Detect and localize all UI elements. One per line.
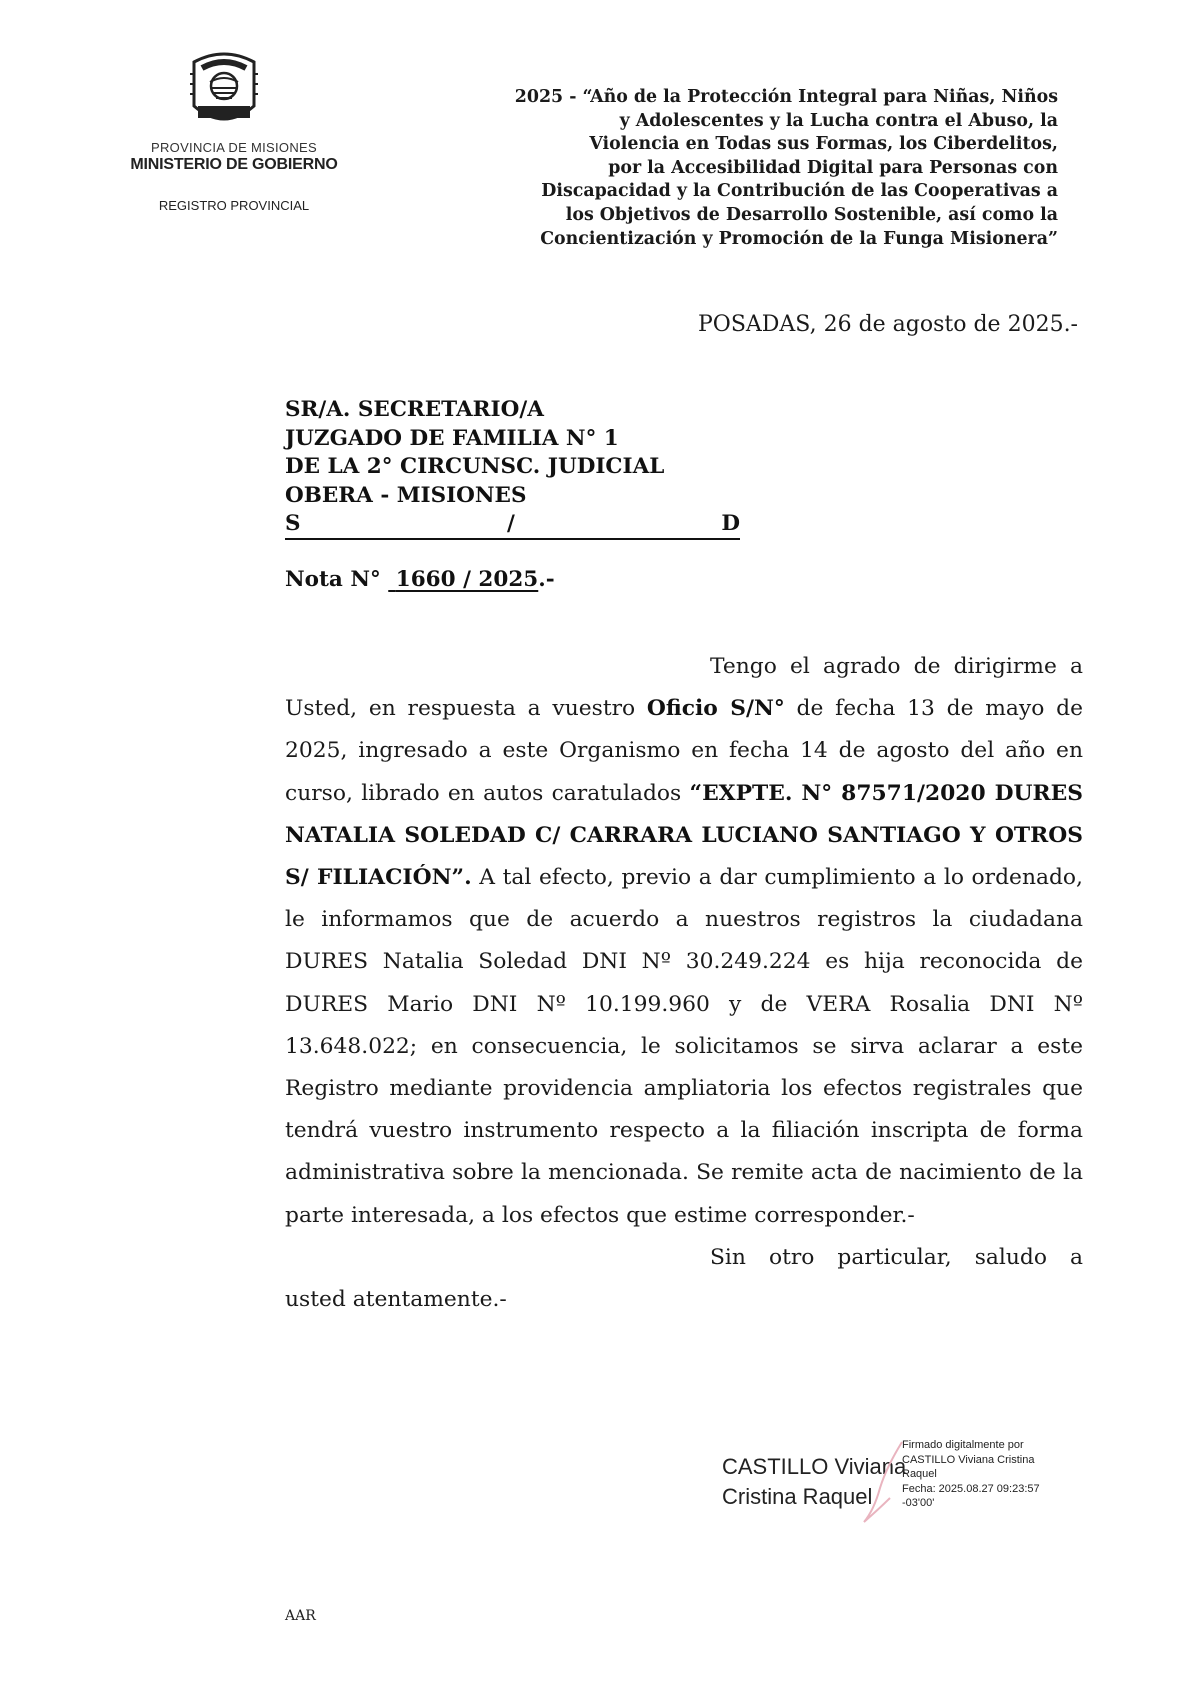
sd-s: S (285, 511, 301, 537)
digital-signature (722, 1438, 1052, 1528)
closing-paragraph (285, 1237, 1083, 1321)
motto-line: Discapacidad y la Contribución de las Cooperativas a (541, 181, 1058, 202)
body-intro: Tengo el agrado de dirigirme a Usted, en respuesta a vuestro (285, 654, 1083, 722)
signature-meta-line: Firmado digitalmente por (902, 1439, 1024, 1451)
oficio-reference: Oficio S/N° (646, 696, 785, 722)
letter-body (285, 646, 1083, 1321)
signature-meta-line: CASTILLO Viviana Cristina (902, 1453, 1035, 1466)
motto-line: Violencia en Todas sus Formas, los Ciberdelitos, (589, 134, 1058, 155)
recipient-line: DE LA 2° CIRCUNSC. JUDICIAL (285, 454, 665, 480)
place-and-date: POSADAS, 26 de agosto de 2025.- (697, 312, 1078, 337)
sd-line (285, 510, 740, 540)
note-label: Nota N° (285, 567, 381, 592)
closing-text: Sin otro particular, saludo a usted atentamente.- (285, 1244, 1083, 1313)
body-paragraph (285, 646, 1083, 1237)
motto-line: por la Accesibilidad Digital para Personas con (608, 157, 1058, 178)
signature-metadata (902, 1438, 1040, 1511)
org-ministry-label: MINISTERIO DE GOBIERNO (130, 156, 338, 173)
org-province-label: PROVINCIA DE MISIONES (151, 140, 317, 155)
year-motto (440, 86, 1058, 251)
recipient-block (285, 396, 745, 540)
motto-line: los Objetivos de Desarrollo Sostenible, así como la (565, 204, 1058, 225)
signature-stroke-icon (850, 1438, 910, 1526)
motto-line: Concientización y Promoción de la Funga Misionera” (540, 228, 1058, 249)
note-suffix: .- (538, 567, 555, 592)
body-rest: A tal efecto, previo a dar cumplimiento a lo ordenado, le informamos que de acuerdo a nuestros registros la ciudadana DURES Natalia Soledad DNI Nº 30.249.224 es hija reconocida de DURES Mario DNI Nº 10.199.960 y de VERA Rosalia DNI Nº 13.648.022; en consecuencia, le solicitamos se sirva aclarar a este Registro mediante providencia ampliatoria los efectos registrales que tendrá vuestro instrumento respecto a la filiación inscripta de forma administrativa sobre la mencionada. Se remite acta de nacimiento de la parte interesada, a los efectos que estime corresponder.- (285, 865, 1083, 1228)
note-number-value: 1660 / 2025 (395, 567, 539, 592)
recipient-line: SR/A. SECRETARIO/A (285, 397, 544, 422)
case-title: “EXPTE. N° 87571/2020 DURES NATALIA SOLEDAD C/ CARRARA LUCIANO SANTIAGO Y OTROS S/ FILIACIÓN”. (285, 780, 1083, 891)
signer-name-line: Cristina Raquel (722, 1484, 873, 1509)
sd-d: D (721, 511, 740, 537)
note-number (285, 567, 555, 592)
signature-meta-line: -03'00' (902, 1497, 935, 1509)
recipient-line: JUZGADO DE FAMILIA N° 1 (285, 425, 619, 451)
recipient-line: OBERA - MISIONES (285, 482, 527, 508)
sd-slash: / (507, 511, 515, 537)
typist-initials: AAR (285, 1608, 316, 1624)
body-middle: de fecha 13 de mayo de 2025, ingresado a este Organismo en fecha 14 de agosto del año en curso, librado en autos caratulados (285, 696, 1083, 806)
org-registry-label: REGISTRO PROVINCIAL (158, 198, 310, 213)
provincia-de-misiones-seal-icon (180, 44, 268, 132)
signature-meta-line: Fecha: 2025.08.27 09:23:57 (902, 1482, 1040, 1495)
signer-name-line: CASTILLO Viviana (722, 1454, 907, 1479)
motto-line: y Adolescentes y la Lucha contra el Abuso, la (619, 110, 1058, 131)
motto-line: 2025 - “Año de la Protección Integral para Niñas, Niños (514, 87, 1058, 107)
signature-meta-line: Raquel (902, 1468, 937, 1480)
